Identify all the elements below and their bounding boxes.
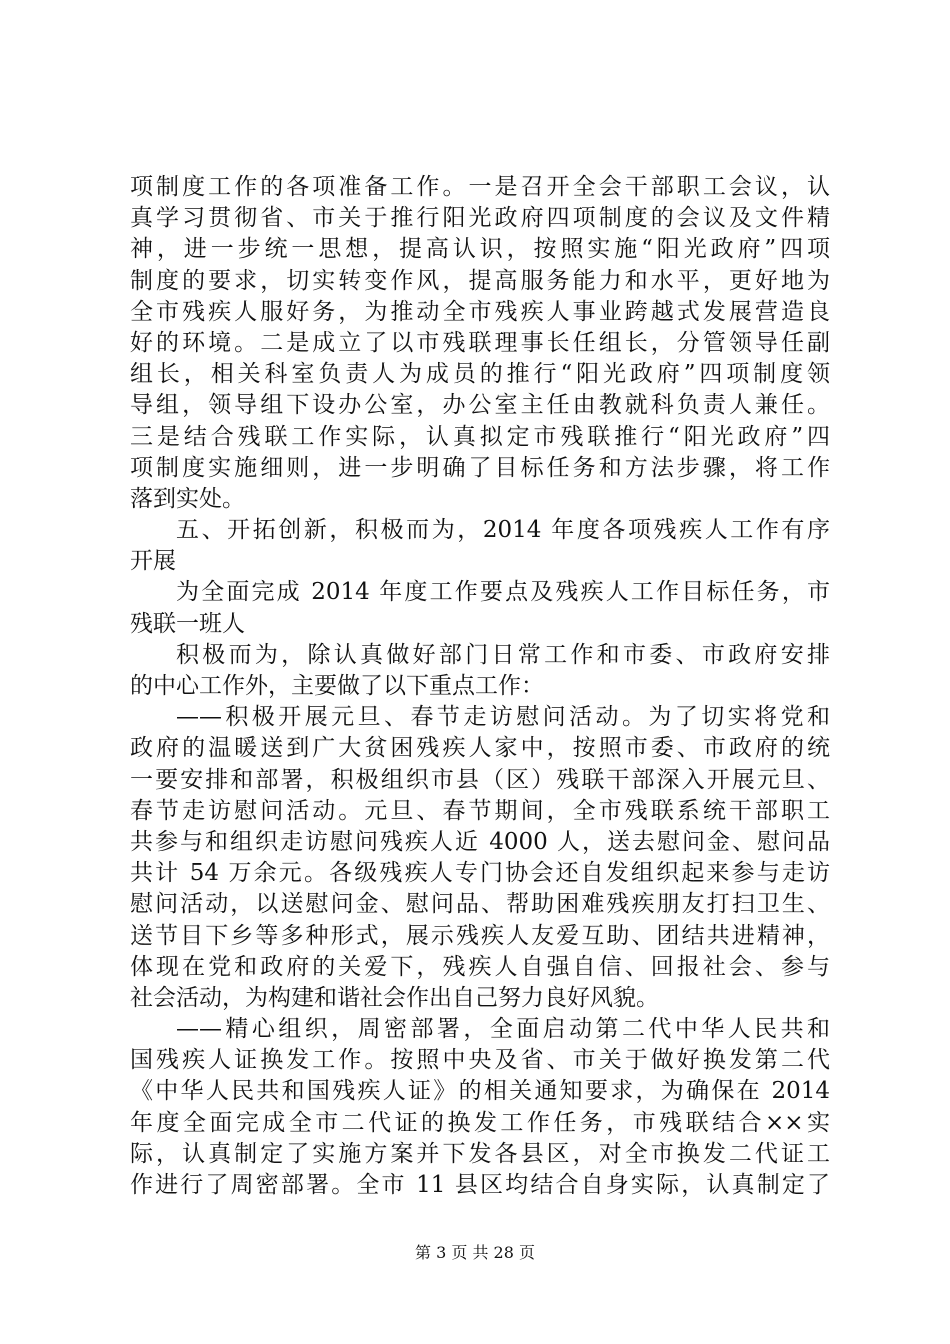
text-line: 项制度工作的各项准备工作。一是召开全会干部职工会议，认 [130,174,830,200]
text-line: 导组，领导组下设办公室，办公室主任由教就科负责人兼任。 [130,392,830,419]
text-line: 《中华人民共和国残疾人证》的相关通知要求，为确保在 2014 [130,1078,830,1105]
text-line: 落到实处。 [130,485,245,512]
text-line: 组长，相关科室负责人为成员的推行“阳光政府”四项制度领 [130,361,830,388]
text-line: 好的环境。二是成立了以市残联理事长任组长，分管领导任副 [130,329,830,356]
text-line: 的中心工作外，主要做了以下重点工作： [130,673,544,699]
text-line: 送节目下乡等多种形式，展示残疾人友爱互助、团结共进精神， [130,922,830,949]
text-line: 五、开拓创新，积极而为，2014 年度各项残疾人工作有序 [176,517,830,544]
text-line: 共计 54 万余元。各级残疾人专门协会还自发组织起来参与走访 [130,860,830,887]
text-line: ——精心组织，周密部署，全面启动第二代中华人民共和 [176,1016,830,1043]
body-text [130,172,830,1201]
text-line: 年度全面完成全市二代证的换发工作任务，市残联结合××实 [130,1109,830,1136]
text-line: 为全面完成 2014 年度工作要点及残疾人工作目标任务，市 [176,579,830,606]
text-line: 作进行了周密部署。全市 11 县区均结合自身实际，认真制定了 [130,1172,830,1198]
text-line: 社会活动，为构建和谐社会作出自己努力良好风貌。 [130,984,659,1011]
text-line: 项制度实施细则，进一步明确了目标任务和方法步骤，将工作 [130,454,830,481]
text-line: 际，认真制定了实施方案并下发各县区，对全市换发二代证工 [130,1140,830,1167]
text-line: 神，进一步统一思想，提高认识，按照实施“阳光政府”四项 [130,236,830,263]
text-line: 国残疾人证换发工作。按照中央及省、市关于做好换发第二代 [130,1047,830,1074]
text-line: 一要安排和部署，积极组织市县（区）残联干部深入开展元旦、 [130,766,830,793]
text-line: 全市残疾人服好务，为推动全市残疾人事业跨越式发展营造良 [130,298,830,325]
page-footer: 第 3 页 共 28 页 [415,1243,535,1262]
text-line: 真学习贯彻省、市关于推行阳光政府四项制度的会议及文件精 [130,205,830,232]
text-line: 共参与和组织走访慰问残疾人近 4000 人，送去慰问金、慰问品 [130,828,830,855]
text-line: 春节走访慰问活动。元旦、春节期间，全市残联系统干部职工 [130,797,830,824]
text-line: 政府的温暖送到广大贫困残疾人家中，按照市委、市政府的统 [130,735,830,762]
text-line: ——积极开展元旦、春节走访慰问活动。为了切实将党和 [176,704,830,731]
text-line: 制度的要求，切实转变作风，提高服务能力和水平，更好地为 [130,267,830,294]
text-line: 三是结合残联工作实际，认真拟定市残联推行“阳光政府”四 [130,423,830,450]
text-line: 体现在党和政府的关爱下，残疾人自强自信、回报社会、参与 [130,953,830,980]
text-line: 积极而为，除认真做好部门日常工作和市委、市政府安排 [176,641,830,668]
text-line: 开展 [130,548,176,575]
text-line: 残联一班人 [130,610,245,637]
text-line: 慰问活动，以送慰问金、慰问品、帮助困难残疾朋友打扫卫生、 [130,891,830,918]
